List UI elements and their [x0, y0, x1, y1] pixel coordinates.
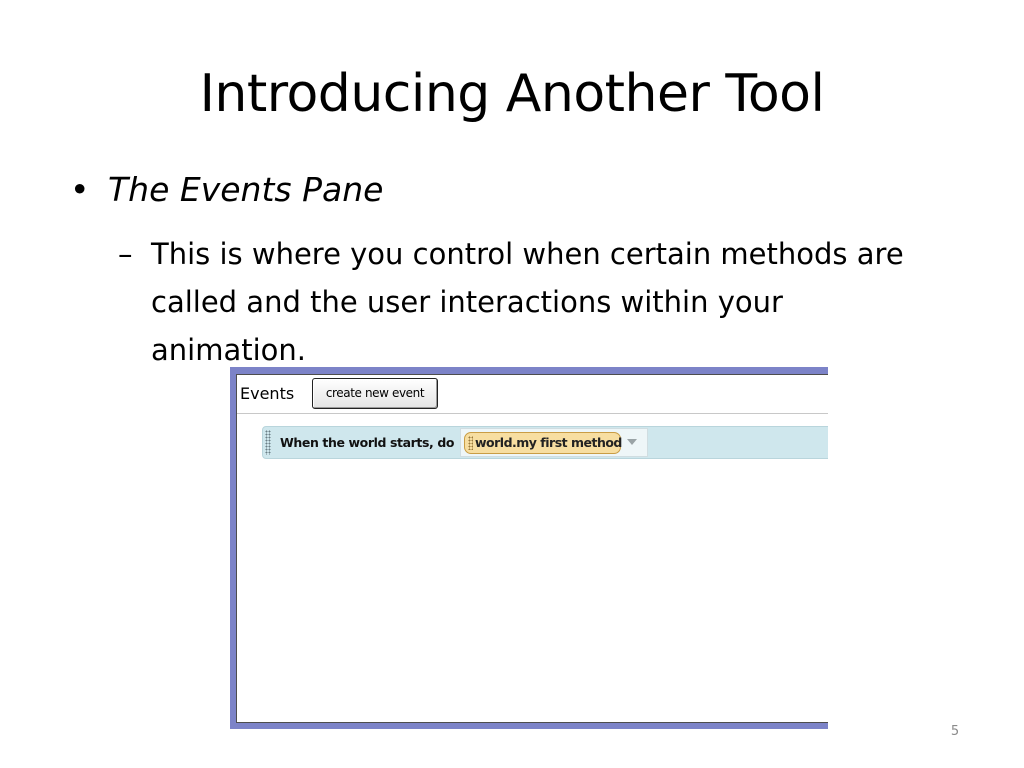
chevron-down-icon[interactable]: [627, 439, 637, 445]
method-drag-handle-icon[interactable]: [468, 436, 473, 450]
create-new-event-button[interactable]: create new event: [312, 378, 438, 409]
events-label: Events: [240, 384, 295, 403]
events-pane-screenshot: [230, 367, 828, 729]
events-pane-body: [236, 374, 828, 723]
bullet-marker: •: [70, 170, 90, 209]
method-name: world.my first method: [475, 435, 622, 450]
sub-bullet-marker: –: [118, 237, 133, 271]
method-tile[interactable]: [464, 432, 621, 454]
event-trigger-text: When the world starts, do: [280, 435, 455, 450]
slide-title: Introducing Another Tool: [199, 64, 825, 124]
sub-bullet-text: This is where you control when certain methods are called and the user interactions within your animation.: [151, 237, 904, 367]
drag-handle-icon[interactable]: [265, 430, 271, 455]
sub-bullet-item: [118, 230, 938, 374]
events-header: [237, 375, 828, 414]
page-number: 5: [950, 724, 960, 739]
method-slot[interactable]: [460, 428, 648, 457]
bullet-text: The Events Pane: [108, 170, 384, 209]
bullet-item: [70, 168, 383, 212]
world-starts-event[interactable]: [262, 426, 828, 459]
